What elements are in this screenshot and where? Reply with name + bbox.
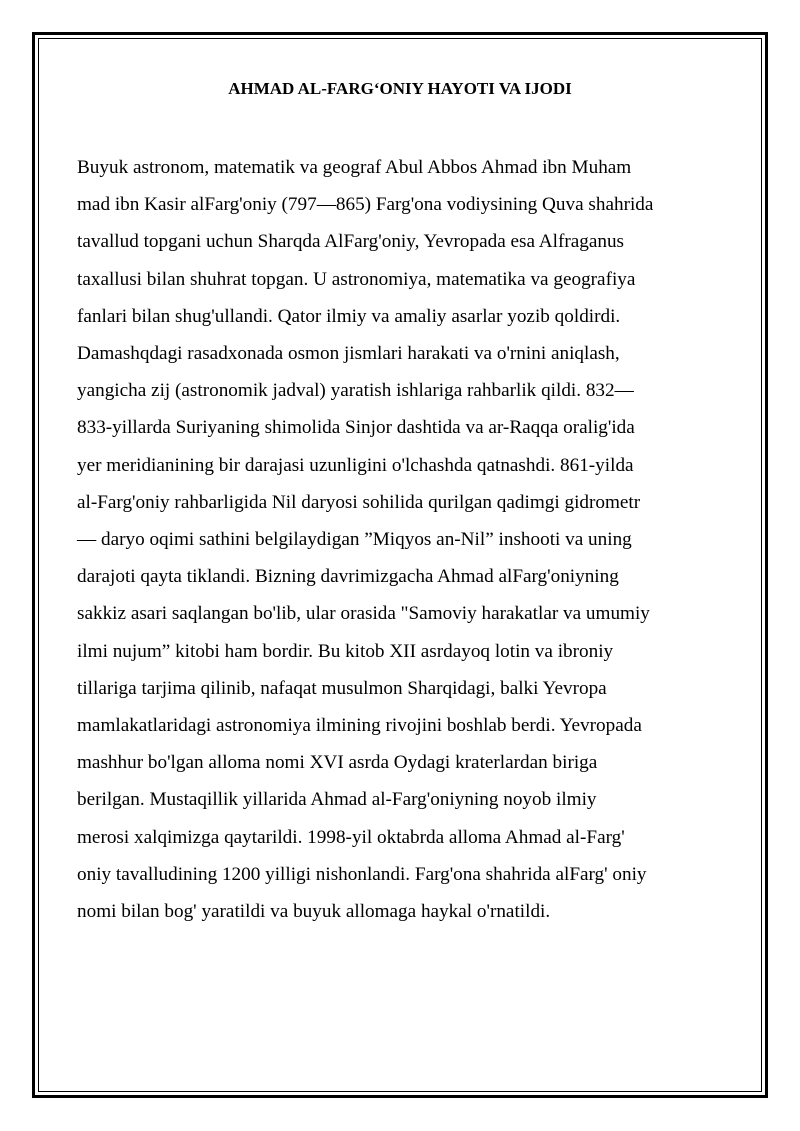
body-line: Damashqdagi rasadxonada osmon jismlari harakati va o'rnini aniqlash, (77, 343, 620, 365)
body-line: 833-yillarda Suriyaning shimolida Sinjor dashtida va ar-Raqqa oralig'ida (77, 417, 635, 439)
body-line: al-Farg'oniy rahbarligida Nil daryosi sohilida qurilgan qadimgi gidrometr (77, 491, 641, 513)
body-line: Buyuk astronom, matematik va geograf Abul Abbos Ahmad ibn Muham (77, 157, 632, 178)
body-line: yangicha zij (astronomik jadval) yaratish ishlariga rahbarlik qildi. 832— (77, 380, 634, 402)
body-line: tillariga tarjima qilinib, nafaqat musulmon Sharqidagi, balki Yevropa (77, 677, 607, 699)
body-line: oniy tavalludining 1200 yilligi nishonlandi. Farg'ona shahrida alFarg' oniy (77, 863, 647, 885)
document-body (77, 149, 737, 930)
body-line: mashhur bo'lgan alloma nomi XVI asrda Oydagi kraterlardan biriga (77, 752, 598, 774)
body-line: tavallud topgani uchun Sharqda AlFarg'oniy, Yevropada esa Alfraganus (77, 231, 624, 253)
body-line: berilgan. Mustaqillik yillarida Ahmad al-Farg'oniyning noyob ilmiy (77, 789, 597, 811)
body-line: sakkiz asari saqlangan bo'lib, ular orasida "Samoviy harakatlar va umumiy (77, 603, 650, 625)
body-line: taxallusi bilan shuhrat topgan. U astronomiya, matematika va geografiya (77, 268, 636, 290)
body-line: mamlakatlaridagi astronomiya ilmining rivojini boshlab berdi. Yevropada (77, 715, 642, 737)
body-line: nomi bilan bog' yaratildi va buyuk allomaga haykal o'rnatildi. (77, 901, 551, 923)
body-line: yer meridianining bir darajasi uzunligini o'lchashda qatnashdi. 861-yilda (77, 454, 634, 476)
body-line: fanlari bilan shug'ullandi. Qator ilmiy va amaliy asarlar yozib qoldirdi. (77, 305, 621, 327)
document-title: AHMAD AL-FARG‘ONIY HAYOTI VA IJODI (228, 79, 572, 98)
body-line: ilmi nujum” kitobi ham bordir. Bu kitob XII asrdayoq lotin va ibroniy (77, 640, 614, 662)
body-line: merosi xalqimizga qaytarildi. 1998-yil oktabrda alloma Ahmad al-Farg' (77, 826, 625, 848)
body-line: mad ibn Kasir alFarg'oniy (797—865) Farg'ona vodiysining Quva shahrida (77, 194, 654, 216)
body-line: — daryo oqimi sathini belgilaydigan ”Miqyos an-Nil” inshooti va uning (77, 529, 632, 551)
body-line: darajoti qayta tiklandi. Bizning davrimizgacha Ahmad alFarg'oniyning (77, 566, 619, 588)
